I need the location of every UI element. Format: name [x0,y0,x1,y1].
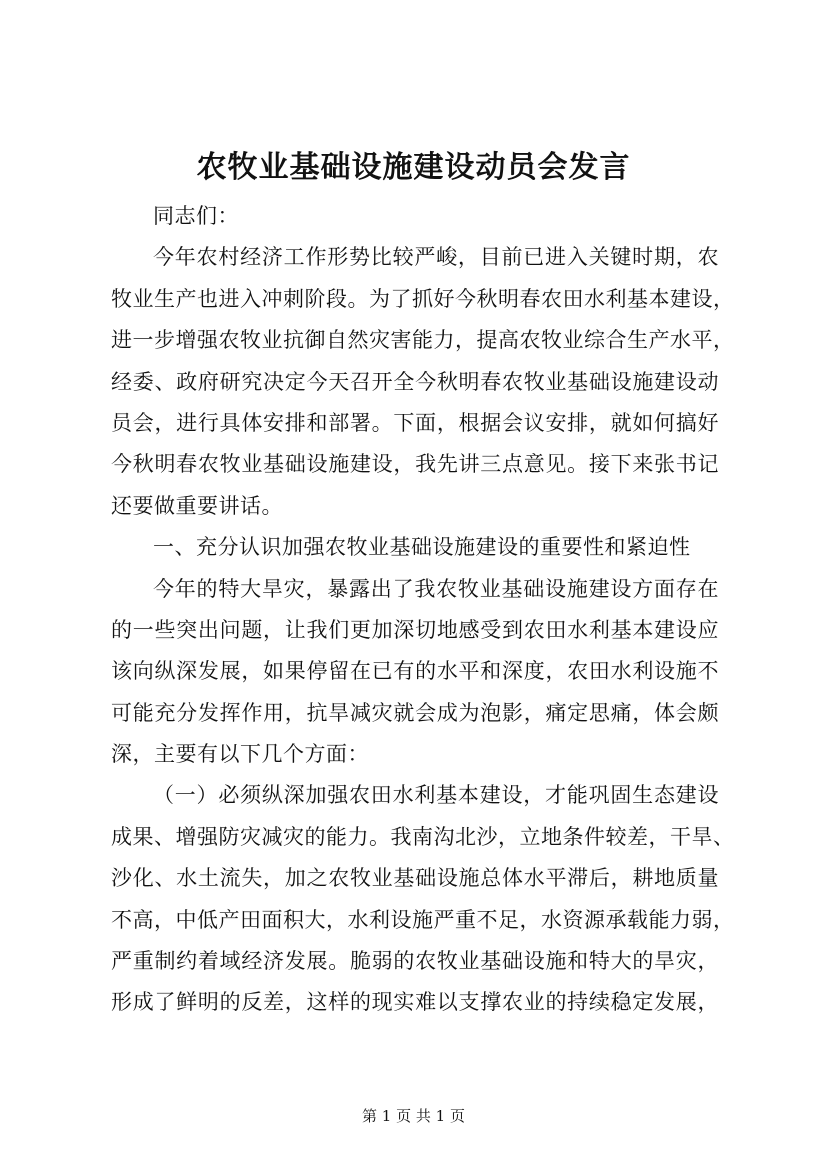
text-line: 成果、增强防灾减灾的能力。我南沟北沙，立地条件较差，干旱、 [111,824,735,849]
document-body [111,196,735,1024]
text-line: 深，主要有以下几个方面： [111,742,369,767]
text-line: 形成了鲜明的反差，这样的现实难以支撑农业的持续稳定发展， [111,990,719,1015]
text-line: 今年的特大旱灾，暴露出了我农牧业基础设施建设方面存在 [153,576,719,601]
page-footer: 第 1 页 共 1 页 [362,1107,465,1125]
text-line: （一）必须纵深加强农田水利基本建设，才能巩固生态建设 [153,783,719,808]
text-line: 还要做重要讲话。 [111,493,283,518]
text-line: 严重制约着域经济发展。脆弱的农牧业基础设施和特大的旱灾， [111,949,719,974]
text-line: 一、充分认识加强农牧业基础设施建设的重要性和紧迫性 [153,535,691,560]
text-line: 同志们： [153,204,239,228]
text-line: 今秋明春农牧业基础设施建设，我先讲三点意见。接下来张书记 [111,452,719,477]
text-line: 今年农村经济工作形势比较严峻，目前已进入关键时期，农 [153,245,719,270]
text-line: 经委、政府研究决定今天召开全今秋明春农牧业基础设施建设动 [111,369,719,394]
document-title: 农牧业基础设施建设动员会发言 [196,150,631,185]
text-line: 牧业生产也进入冲刺阶段。为了抓好今秋明春农田水利基本建设， [111,286,735,311]
text-line: 员会，进行具体安排和部署。下面，根据会议安排，就如何搞好 [111,410,719,435]
text-line: 沙化、水土流失，加之农牧业基础设施总体水平滞后，耕地质量 [111,866,719,891]
text-line: 进一步增强农牧业抗御自然灾害能力，提高农牧业综合生产水平， [111,328,735,353]
text-line: 可能充分发挥作用，抗旱减灾就会成为泡影，痛定思痛，体会颇 [111,700,719,725]
text-line: 的一些突出问题，让我们更加深切地感受到农田水利基本建设应 [111,617,719,642]
text-line: 不高，中低产田面积大，水利设施严重不足，水资源承载能力弱， [111,907,735,932]
text-line: 该向纵深发展，如果停留在已有的水平和深度，农田水利设施不 [111,659,719,684]
